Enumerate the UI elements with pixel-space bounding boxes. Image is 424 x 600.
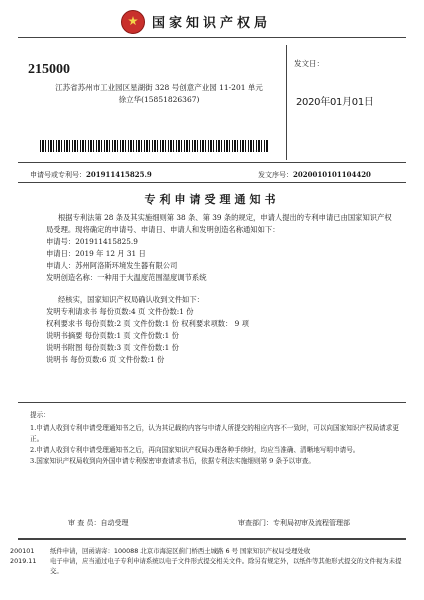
department-value: 专利局初审及流程管理部 bbox=[273, 519, 350, 527]
postal-code: 215000 bbox=[28, 62, 70, 77]
hints-title: 提示： bbox=[30, 411, 50, 419]
field-value: 一种用于大温度范围湿度调节系统 bbox=[97, 273, 207, 282]
application-number-label: 申请号或专利号： bbox=[30, 171, 86, 179]
field-label: 发明创造名称： bbox=[46, 273, 98, 282]
field-value: 201911415825.9 bbox=[75, 237, 138, 246]
document-row: 说明书 每份页数:6 页 文件份数:1 份 bbox=[46, 355, 165, 364]
field-label: 申请人： bbox=[46, 261, 76, 270]
address-box-divider bbox=[286, 45, 287, 160]
national-emblem-icon bbox=[121, 10, 145, 34]
examiner-value: 自动受理 bbox=[100, 519, 129, 527]
field-applicant bbox=[46, 260, 394, 272]
field-invention-title bbox=[46, 272, 394, 284]
department-group bbox=[238, 518, 350, 528]
address-line: 江苏省苏州市工业园区星湖街 328 号创意产业园 11-201 单元 bbox=[55, 83, 263, 92]
notice-title: 专利申请受理通知书 bbox=[144, 193, 280, 206]
send-date-value: 2020年01月01日 bbox=[296, 97, 374, 108]
reference-top-divider bbox=[18, 162, 406, 163]
docs-intro: 经核实，国家知识产权局确认收到文件如下： bbox=[58, 295, 204, 304]
field-label: 申请日： bbox=[46, 249, 76, 258]
document-row: 发明专利请求书 每份页数:4 页 文件份数:1 份 bbox=[46, 307, 194, 316]
notice-body bbox=[46, 212, 394, 366]
field-value: 苏州阿洛斯环境发生器有限公司 bbox=[75, 261, 178, 270]
address-block bbox=[40, 82, 278, 106]
footer-text: 电子申请，应当通过电子专利申请系统以电子文件形式提交相关文件。除另有规定外，以纸件等其他形式提交的文件视为未提交。 bbox=[50, 557, 402, 575]
agency-name: 国家知识产权局 bbox=[152, 16, 272, 31]
intro-paragraph: 根据专利法第 28 条及其实施细则第 38 条、第 39 条的规定，申请人提出的专利申请已由国家知识产权局受理。现将确定的申请号、申请日、申请人和发明创造名称通知如下： bbox=[46, 213, 392, 234]
reference-bottom-divider bbox=[18, 182, 406, 183]
send-date-label: 发文日： bbox=[294, 59, 324, 68]
document-row: 说明书附图 每份页数:3 页 文件份数:1 份 bbox=[46, 343, 179, 352]
document-row: 说明书摘要 每份页数:1 页 文件份数:1 份 bbox=[46, 331, 179, 340]
examiner-group bbox=[68, 518, 128, 528]
recipient-line: 徐立华(15851826367) bbox=[118, 95, 200, 104]
barcode bbox=[40, 140, 268, 152]
department-label: 审查部门： bbox=[238, 519, 273, 527]
hint-item: 1.申请人收到专利申请受理通知书之后，认为其记载的内容与申请人所提交的相应内容不一致时，可以向国家知识产权局请求更正。 bbox=[30, 424, 399, 443]
document-number-group bbox=[258, 170, 371, 180]
footer-divider bbox=[18, 538, 406, 540]
header-divider bbox=[18, 37, 406, 38]
document-row: 权利要求书 每份页数:2 页 文件份数:1 份 权利要求项数： 9 项 bbox=[46, 319, 249, 328]
footer-code: 2019.11 bbox=[10, 557, 37, 565]
footer-text: 纸件申请，回函请寄：100088 北京市海淀区蓟门桥西土城路 6 号 国家知识产权局受理处收 bbox=[50, 547, 311, 555]
field-application-date bbox=[46, 248, 394, 260]
hints-section bbox=[30, 410, 400, 467]
field-label: 申请号： bbox=[46, 237, 76, 246]
application-number-value: 201911415825.9 bbox=[86, 170, 152, 179]
application-number-group bbox=[30, 170, 152, 180]
examiner-label: 审 查 员： bbox=[68, 519, 101, 527]
hints-divider bbox=[18, 402, 406, 403]
field-application-number bbox=[46, 236, 394, 248]
hint-item: 2.申请人收到专利申请受理通知书之后，再向国家知识产权局办理各种手续时，均应当准确、清晰地写明申请号。 bbox=[30, 446, 360, 454]
document-number-label: 发文序号： bbox=[258, 171, 293, 179]
document-number-value: 2020010101104420 bbox=[293, 170, 371, 179]
hint-item: 3.国家知识产权局收到向外国申请专利保密审查请求书后，依据专利法实施细则第 9 条予以审查。 bbox=[30, 457, 316, 465]
received-documents bbox=[46, 294, 394, 366]
field-value: 2019 年 12 月 31 日 bbox=[75, 249, 146, 258]
footer-row bbox=[10, 546, 414, 556]
footer-code: 200101 bbox=[10, 547, 35, 555]
